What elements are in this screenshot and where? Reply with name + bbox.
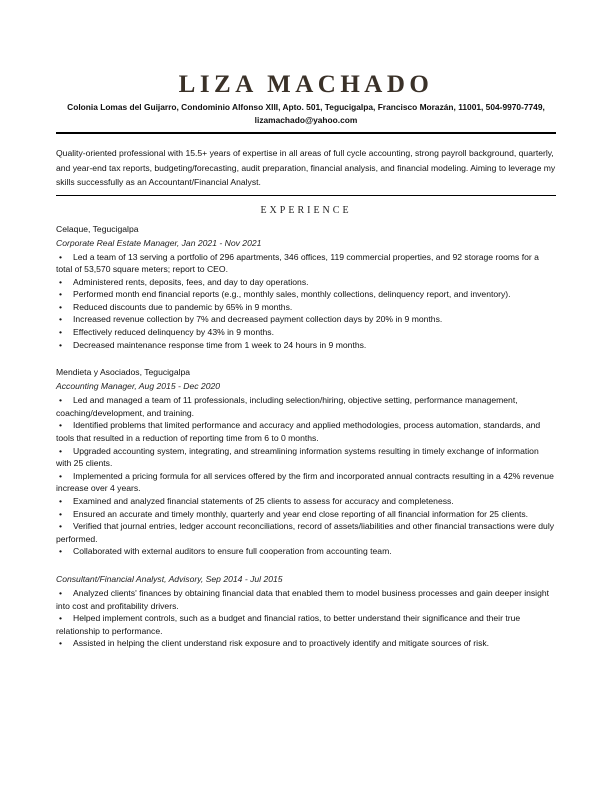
bullet-icon: • xyxy=(59,546,63,557)
bullet-icon: • xyxy=(59,276,63,287)
bullet-item xyxy=(56,394,556,419)
bullet-text: Verified that journal entries, ledger account reconciliations, record of assets/liabilities and other financial transactions were duly performed. xyxy=(56,521,555,544)
bullet-text: Led and managed a team of 11 professionals, including selection/hiring, objective setting, performance management, coaching/development, and training. xyxy=(56,395,518,418)
resume-page xyxy=(56,70,556,650)
bullet-text: Increased revenue collection by 7% and decreased payment collection days by 20% in 9 months. xyxy=(73,314,443,325)
bullet-text: Identified problems that limited performance and accuracy and applied methodologies, process automation, standards, and tools that resulted in a reduction of reporting time from 6 to 0 months. xyxy=(56,420,541,444)
bullet-text: Helped implement controls, such as a budget and financial ratios, to better understand their significance and their true relationship to performance. xyxy=(56,613,521,636)
bullet-item xyxy=(56,288,556,301)
bullet-item xyxy=(56,445,556,470)
bullet-icon: • xyxy=(59,395,63,406)
bullet-text: Collaborated with external auditors to ensure full cooperation from accounting team. xyxy=(73,546,392,557)
bullet-text: Analyzed clients' finances by obtaining financial data that enabled them to model business processes and gain deeper insight into cost and profitability drivers. xyxy=(56,587,550,611)
bullet-icon: • xyxy=(59,327,63,338)
bullet-icon: • xyxy=(59,314,63,325)
professional-summary: Quality-oriented professional with 15.5+ years of expertise in all areas of full cycle accounting, strong payroll background, quarterly, and year-end tax reports, budgeting/forecasting, audit preparation, financial analysis, and financial modeling. Aiming to leverage my skills successfully as an Accountant/Financial Analyst. xyxy=(56,148,556,187)
bullet-text: Administered rents, deposits, fees, and day to day operations. xyxy=(73,276,309,287)
summary-divider xyxy=(56,195,556,196)
bullet-item xyxy=(56,339,556,352)
bullet-icon: • xyxy=(59,251,63,262)
bullet-text: Ensured an accurate and timely monthly, quarterly and year end close reporting of all financial information for 25 clients. xyxy=(73,508,529,519)
bullet-item xyxy=(56,637,556,650)
section-heading-experience: EXPERIENCE xyxy=(260,204,352,216)
job-organization: Celaque, Tegucigalpa xyxy=(56,223,139,234)
bullet-text: Reduced discounts due to pandemic by 65% in 9 months. xyxy=(73,301,293,312)
job-advisory xyxy=(56,572,556,650)
job-celaque xyxy=(56,222,556,352)
job-organization: Mendieta y Asociados, Tegucigalpa xyxy=(56,367,191,378)
bullet-icon: • xyxy=(59,339,63,350)
bullet-item xyxy=(56,508,556,521)
bullet-text: Led a team of 13 serving a portfolio of 296 apartments, 346 offices, 119 commercial properties, and 92 storage rooms for a total of 53,570 square meters; report to CEO. xyxy=(56,251,539,275)
bullet-item xyxy=(56,520,556,545)
bullet-text: Decreased maintenance response time from 1 week to 24 hours in 9 months. xyxy=(73,339,367,350)
bullet-item xyxy=(56,326,556,339)
bullet-item xyxy=(56,313,556,326)
bullet-item xyxy=(56,301,556,314)
bullet-item xyxy=(56,545,556,558)
bullet-text: Effectively reduced delinquency by 43% in 9 months. xyxy=(73,327,274,338)
bullet-icon: • xyxy=(59,613,63,624)
bullet-icon: • xyxy=(59,445,63,456)
bullet-icon: • xyxy=(59,496,63,506)
bullet-icon: • xyxy=(59,587,63,598)
bullet-item xyxy=(56,276,556,289)
candidate-name: LIZA MACHADO xyxy=(178,71,434,98)
bullet-item xyxy=(56,495,556,508)
job-bullets xyxy=(56,587,556,650)
job-role: Consultant/Financial Analyst, Advisory, Sep 2014 - Jul 2015 xyxy=(56,573,283,584)
bullet-text: Assisted in helping the client understand risk exposure and to proactively identify and mitigate sources of risk. xyxy=(73,638,490,649)
contact-info: Colonia Lomas del Guijarro, Condominio Alfonso XIII, Apto. 501, Tegucigalpa, Francisco Morazán, 11001, 504-9970-7749, lizamachado@yahoo.com xyxy=(67,102,545,125)
bullet-text: Upgraded accounting system, integrating, and streamlining information systems resulting in timely exchange of information with 25 clients. xyxy=(56,445,539,469)
bullet-icon: • xyxy=(59,521,63,532)
job-bullets xyxy=(56,394,556,558)
job-bullets xyxy=(56,251,556,352)
bullet-text: Examined and analyzed financial statements of 25 clients to assess for accuracy and completeness. xyxy=(73,496,454,506)
bullet-icon: • xyxy=(59,301,63,312)
bullet-item xyxy=(56,587,556,612)
bullet-item xyxy=(56,612,556,637)
header-divider xyxy=(56,132,556,134)
bullet-icon: • xyxy=(59,420,63,431)
job-role: Accounting Manager, Aug 2015 - Dec 2020 xyxy=(56,381,221,392)
bullet-icon: • xyxy=(59,638,63,649)
bullet-item xyxy=(56,251,556,276)
bullet-icon: • xyxy=(59,470,63,481)
job-role: Corporate Real Estate Manager, Jan 2021 - Nov 2021 xyxy=(56,237,262,248)
bullet-item xyxy=(56,470,556,495)
bullet-icon: • xyxy=(59,289,63,300)
bullet-text: Performed month end financial reports (e.g., monthly sales, monthly collections, delinquency report, and inventory). xyxy=(73,289,511,300)
bullet-icon: • xyxy=(59,508,63,519)
bullet-item xyxy=(56,419,556,444)
bullet-text: Implemented a pricing formula for all services offered by the firm and incorporated annual contracts resulting in a 42% revenue increase over 4 years. xyxy=(56,470,554,494)
job-mendieta xyxy=(56,365,556,558)
